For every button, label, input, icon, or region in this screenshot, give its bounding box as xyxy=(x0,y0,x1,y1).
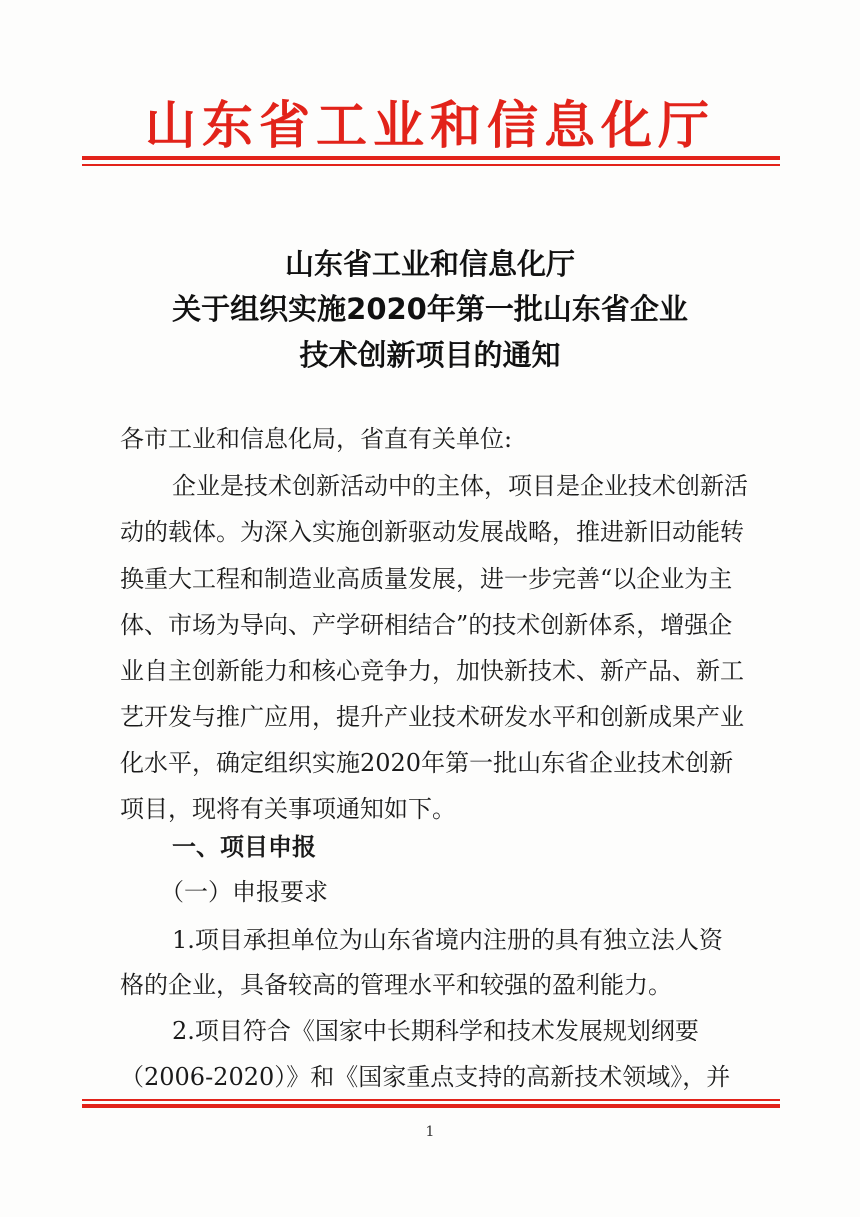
document-title-line-2: 关于组织实施2020年第一批山东省企业 xyxy=(172,292,688,326)
body-line: 业自主创新能力和核心竞争力，加快新技术、新产品、新工 xyxy=(120,657,744,685)
body-line: 化水平，确定组织实施2020年第一批山东省企业技术创新 xyxy=(120,749,734,777)
body-line: 艺开发与推广应用，提升产业技术研发水平和创新成果产业 xyxy=(120,703,744,731)
body-line: 动的载体。为深入实施创新驱动发展战略，推进新旧动能转 xyxy=(120,518,744,546)
footer-rule-thin xyxy=(82,1099,780,1101)
letterhead-rule-thick xyxy=(82,156,780,160)
item-line: 2.项目符合《国家中长期科学和技术发展规划纲要 xyxy=(172,1017,699,1045)
subsection-heading: （一）申报要求 xyxy=(160,878,328,906)
body-line: 项目，现将有关事项通知如下。 xyxy=(120,795,456,823)
document-title-line-3: 技术创新项目的通知 xyxy=(299,338,561,372)
item-line: 格的企业，具备较高的管理水平和较强的盈利能力。 xyxy=(120,971,672,999)
item-line: （2006-2020）》和《国家重点支持的高新技术领域》，并 xyxy=(120,1063,731,1091)
body-line: 体、市场为导向、产学研相结合”的技术创新体系，增强企 xyxy=(120,611,733,639)
body-line: 换重大工程和制造业高质量发展，进一步完善“以企业为主 xyxy=(120,565,733,593)
letterhead-org-name: 山东省工业和信息化厅 xyxy=(144,96,715,156)
body-line: 企业是技术创新活动中的主体，项目是企业技术创新活 xyxy=(172,472,748,500)
letterhead-rule-thin xyxy=(82,164,780,166)
footer-rule-thick xyxy=(82,1104,780,1108)
document-title-line-1: 山东省工业和信息化厅 xyxy=(284,247,575,281)
item-line: 1.项目承担单位为山东省境内注册的具有独立法人资 xyxy=(172,926,723,954)
page-number: 1 xyxy=(425,1124,435,1140)
salutation: 各市工业和信息化局，省直有关单位: xyxy=(120,425,513,453)
section-heading: 一、项目申报 xyxy=(172,833,316,861)
